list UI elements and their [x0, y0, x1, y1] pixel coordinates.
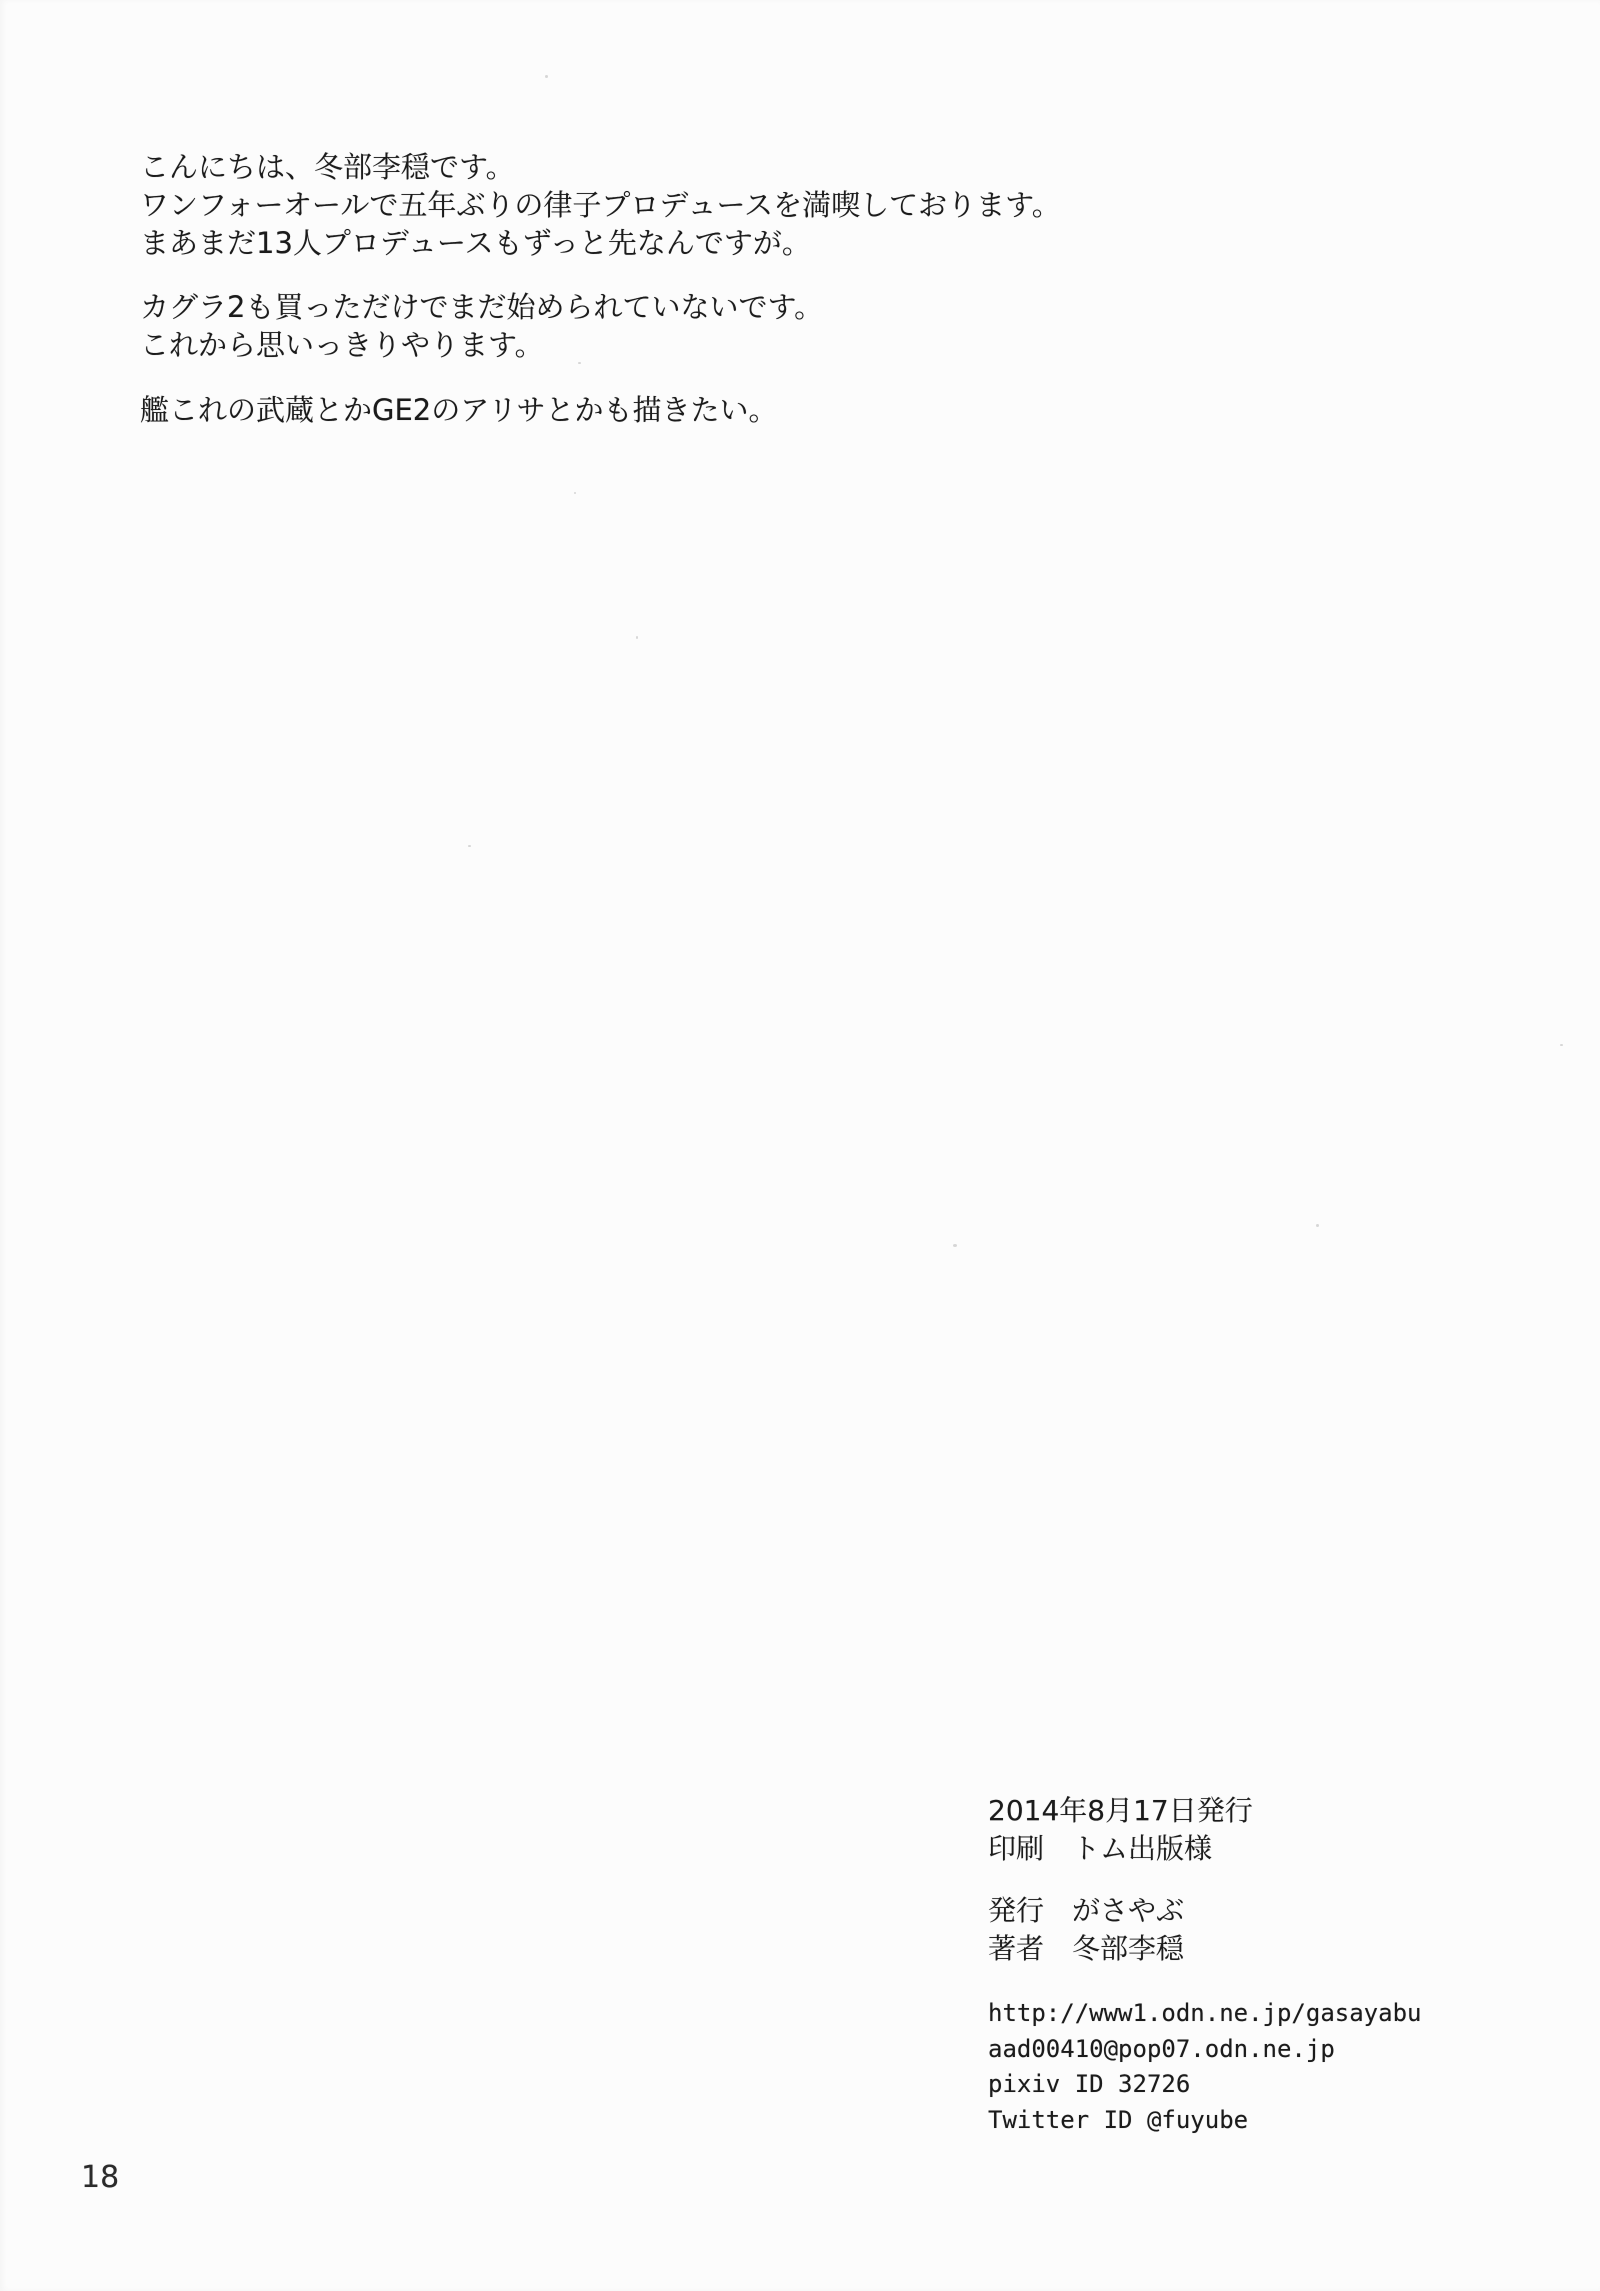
afterword-line: 艦これの武蔵とかGE2のアリサとかも描きたい。	[140, 393, 778, 427]
scan-speck	[1560, 1044, 1563, 1046]
printer-line: 印刷 トム出版様	[988, 1832, 1213, 1865]
page-number: 18	[81, 2160, 120, 2195]
colophon-contact-block	[988, 1996, 1421, 2138]
afterword-paragraph	[140, 288, 823, 364]
scan-speck	[578, 362, 581, 364]
twitter-id-line: Twitter ID @fuyube	[988, 2105, 1249, 2134]
colophon-credits-block	[988, 1892, 1184, 1968]
pixiv-id-line: pixiv ID 32726	[988, 2070, 1191, 2098]
scan-speck	[545, 75, 548, 78]
website-url-line: http://www1.odn.ne.jp/gasayabu	[988, 1999, 1422, 2027]
afterword-line: まあまだ13人プロデュースもずっと先なんですが。	[140, 226, 811, 260]
publication-date-line: 2014年8月17日発行	[988, 1794, 1253, 1827]
publisher-line: 発行 がさやぶ	[988, 1894, 1185, 1927]
afterword-line: これから思いっきりやります。	[140, 328, 544, 362]
afterword-line: ワンフォーオールで五年ぶりの律子プロデュースを満喫しております。	[140, 188, 1061, 222]
afterword-line: カグラ2も買っただけでまだ始められていないです。	[140, 290, 824, 324]
scan-speck	[953, 1244, 957, 1247]
scan-speck	[636, 636, 638, 639]
author-line: 著者 冬部李穏	[988, 1932, 1185, 1965]
scan-speck	[468, 845, 471, 847]
email-line: aad00410@pop07.odn.ne.jp	[988, 2034, 1335, 2063]
afterword-paragraph	[140, 391, 778, 429]
afterword-paragraph	[140, 148, 1061, 262]
afterword-line: こんにちは、冬部李穏です。	[140, 150, 515, 184]
scan-speck	[574, 492, 576, 494]
colophon-publication-block	[988, 1792, 1253, 1868]
scan-speck	[1316, 1224, 1319, 1227]
